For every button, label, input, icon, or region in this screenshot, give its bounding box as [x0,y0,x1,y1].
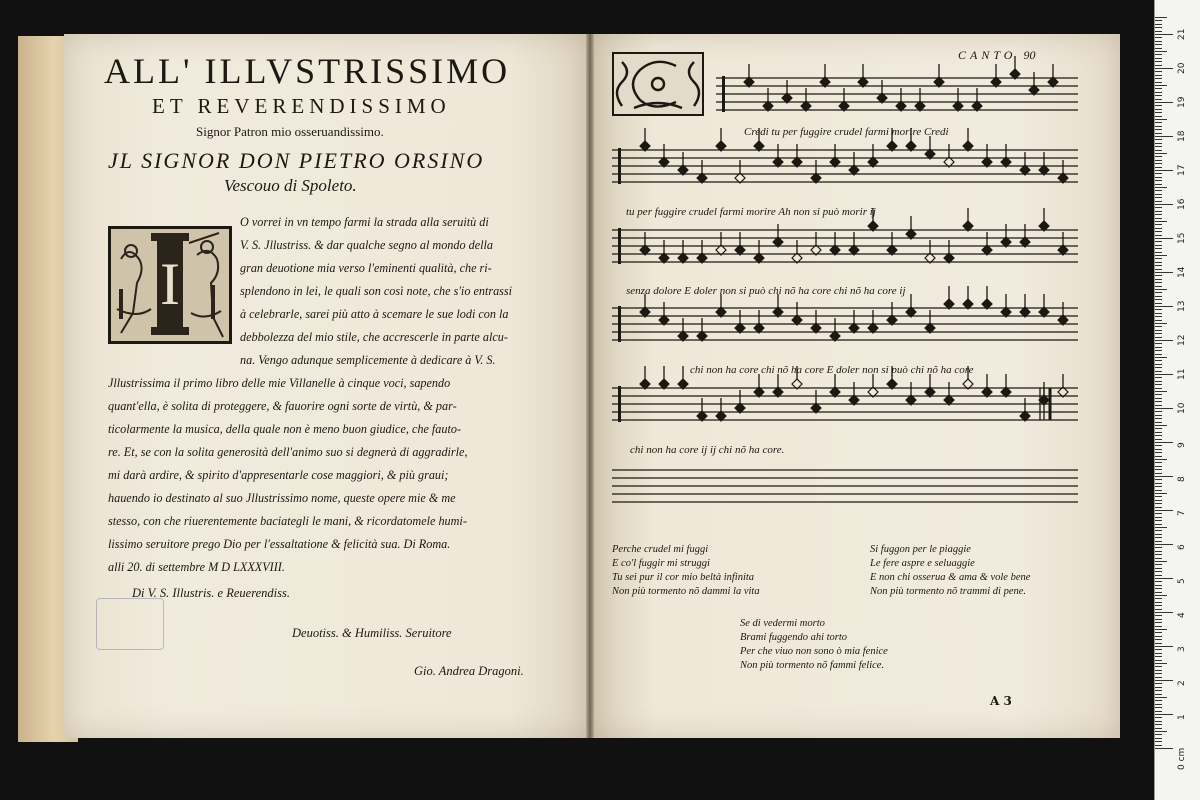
voice-name: CANTO [958,48,1017,62]
ruler-tick [1155,320,1162,321]
ruler-tick [1155,139,1162,140]
ruler-tick [1155,432,1162,433]
ruler-tick [1155,184,1162,185]
ruler-tick [1155,190,1162,191]
ruler-tick [1155,697,1167,698]
ruler-tick [1155,734,1162,735]
ruler-tick [1155,503,1162,504]
ruler-tick [1155,619,1162,620]
ruler-tick [1155,687,1162,688]
ruler-tick [1155,292,1162,293]
ruler-tick [1155,670,1162,671]
ruler-label: 16 [1177,198,1187,210]
ruler-label: 3 [1177,646,1187,652]
ruler-tick [1155,201,1162,202]
ruler-tick [1155,391,1167,392]
ruler-label: 11 [1177,368,1187,380]
ruler-tick [1155,282,1162,283]
ruler-tick [1155,626,1162,627]
ruler-tick [1155,534,1162,535]
ruler-tick [1155,537,1162,538]
ruler-tick [1155,673,1162,674]
ruler-tick [1155,231,1162,232]
body-line: à celebrarle, sarei più atto à scemare le sue lodi con la [240,307,509,321]
ruler-tick [1155,119,1167,120]
ruler-tick [1155,177,1162,178]
ruler-tick [1155,95,1162,96]
ruler-tick [1155,439,1162,440]
ruler-label: 14 [1177,266,1187,278]
lyric-line: chi non ha core ij ij chi nõ ha core. [630,444,785,456]
body-line: splendono in lei, le quali son così note, che s'io entrassi [240,284,513,298]
body-line: Jllustrissima il primo libro delle mie Villanelle à cinque voci, sapendo [108,376,451,390]
salutation: Di V. S. Illustris. e Reuerendiss. [132,586,290,600]
ruler-tick [1155,656,1162,657]
ruler-tick [1155,398,1162,399]
body-line: V. S. Jllustriss. & dar qualche segno al mondo della [240,238,493,252]
verse-line: E co'l fuggir mi struggi [612,558,710,569]
ruler-tick [1155,286,1162,287]
ruler-tick [1155,571,1162,572]
ruler-tick [1155,456,1162,457]
ruler-tick [1155,473,1162,474]
ruler-tick [1155,660,1162,661]
ruler-tick [1155,354,1162,355]
ruler-tick [1155,109,1162,110]
ruler-tick [1155,500,1162,501]
ruler-tick [1155,717,1162,718]
ruler-tick [1155,714,1173,715]
ruler-tick [1155,88,1162,89]
ruler-tick [1155,92,1162,93]
signature: Gio. Andrea Dragoni. [414,664,524,678]
ruler-tick [1155,367,1162,368]
ruler-label: 6 [1177,544,1187,550]
ruler-tick [1155,34,1173,35]
body-line: hauendo io destinato al suo Jllustrissimo nome, queste opere mie & me [108,491,456,505]
ruler-tick [1155,466,1162,467]
verse-line: Tu sei pur il cor mio beltà infinita [612,572,755,583]
ruler-tick [1155,309,1162,310]
ruler-tick [1155,748,1173,749]
body-line: O vorrei in vn tempo farmi la strada alla seruitù di [240,215,489,229]
ruler-tick [1155,156,1162,157]
verse-line: E non chi osserua & ama & vole bene [870,572,1031,583]
ruler-tick [1155,602,1162,603]
ruler-tick [1155,194,1162,195]
ruler-tick [1155,75,1162,76]
ruler-tick [1155,428,1162,429]
ruler-tick [1155,401,1162,402]
ruler-tick [1155,728,1162,729]
ruler-tick [1155,435,1162,436]
ruler-tick [1155,524,1162,525]
ruler-tick [1155,258,1162,259]
ruler-tick [1155,360,1162,361]
ruler-tick [1155,520,1162,521]
ruler-tick [1155,180,1162,181]
ruler-tick [1155,204,1173,205]
ruler-label: 2 [1177,680,1187,686]
ruler-tick [1155,163,1162,164]
ruler-tick [1155,646,1173,647]
ruler-tick [1155,252,1162,253]
ruler-label: 7 [1177,510,1187,516]
ruler-tick [1155,636,1162,637]
verse-line: Non più tormento nõ trammi di pene. [870,586,1027,597]
ruler-tick [1155,214,1162,215]
ruler-tick [1155,211,1162,212]
ruler-label: 8 [1177,476,1187,482]
ruler-tick [1155,326,1162,327]
ruler-tick [1155,265,1162,266]
ruler-tick [1155,666,1162,667]
ruler-tick [1155,71,1162,72]
ruler-tick [1155,704,1162,705]
ruler-tick [1155,622,1162,623]
dedication-title-line3: Signor Patron mio osseruandissimo. [196,124,384,139]
ruler-tick [1155,245,1162,246]
page-number: 90 [1023,48,1036,62]
ruler-tick [1155,228,1162,229]
ruler-tick [1155,663,1167,664]
lyric-line: senza dolore E doler non si può chi nõ ha core chi nõ ha core ij [626,285,906,297]
ruler-tick [1155,643,1162,644]
ruler-tick [1155,425,1167,426]
lyric-line: Credi tu per fuggire crudel farmi morire Credi [744,126,949,138]
ruler-tick [1155,299,1162,300]
ruler-tick [1155,173,1162,174]
ruler-label: 9 [1177,442,1187,448]
ruler-label: 20 [1177,62,1187,74]
ruler-tick [1155,289,1167,290]
ruler-tick [1155,452,1162,453]
ruler-tick [1155,690,1162,691]
ruler-tick [1155,272,1173,273]
ruler-tick [1155,629,1167,630]
ruler-tick [1155,445,1162,446]
body-line: alli 20. di settembre M D LXXXVIII. [108,560,285,574]
ruler-tick [1155,313,1162,314]
ruler-tick [1155,483,1162,484]
ruler-tick [1155,374,1173,375]
ruler-label: 21 [1177,28,1187,40]
ruler-tick [1155,221,1167,222]
ruler-tick [1155,442,1173,443]
ruler-tick [1155,418,1162,419]
ruler-tick [1155,711,1162,712]
ruler-label: 15 [1177,232,1187,244]
body-line: mi darà ardire, & spirito d'appresentarle cose maggiori, & più graui; [108,468,449,482]
initial-letter: I [160,251,180,317]
ruler-tick [1155,510,1173,511]
dedication-recipient-title: Vescouo di Spoleto. [224,176,357,195]
ruler-tick [1155,449,1162,450]
ruler-label: 4 [1177,612,1187,618]
ruler-tick [1155,31,1162,32]
ruler-tick [1155,738,1162,739]
ruler-tick [1155,17,1167,18]
ruler-tick [1155,411,1162,412]
ruler-tick [1155,561,1167,562]
ruler-tick [1155,415,1162,416]
ruler-tick [1155,721,1162,722]
ruler-label: 0 cm [1177,747,1187,770]
ruler-tick [1155,238,1173,239]
ruler-tick [1155,241,1162,242]
ruler-tick [1155,235,1162,236]
ruler-tick [1155,476,1173,477]
ruler-tick [1155,612,1173,613]
ruler-tick [1155,343,1162,344]
ruler-tick [1155,170,1173,171]
ruler-tick [1155,150,1162,151]
verse-line: Se di vedermi morto [740,618,825,629]
ruler-tick [1155,479,1162,480]
ruler-label: 12 [1177,334,1187,346]
ruler-tick [1155,58,1162,59]
ruler-tick [1155,61,1162,62]
ruler-tick [1155,615,1162,616]
ruler-label: 18 [1177,130,1187,142]
ruler-tick [1155,605,1162,606]
ruler-tick [1155,129,1162,130]
verse-line: Si fuggon per le piaggie [870,544,971,555]
ruler-tick [1155,364,1162,365]
ruler-tick [1155,513,1162,514]
ruler-tick [1155,609,1162,610]
clef-mark [618,386,621,422]
ruler-tick [1155,78,1162,79]
ruler-tick [1155,639,1162,640]
ruler-tick [1155,388,1162,389]
ruler-tick [1155,105,1162,106]
ruler-tick [1155,745,1162,746]
body-line: gran deuotione mia verso l'eminenti qualità, che ri- [240,261,492,275]
ruler-tick [1155,99,1162,100]
clef-mark [722,76,725,112]
ruler-tick [1155,541,1162,542]
lyric-line: chi non ha core chi nõ ha core E doler non si può chi nõ ha core [690,364,974,376]
ruler-tick [1155,632,1162,633]
ruler-label: 17 [1177,164,1187,176]
catchword: A 3 [990,694,1012,708]
ruler-tick [1155,517,1162,518]
ruler-tick [1155,544,1173,545]
ruler-tick [1155,44,1162,45]
body-line: ticolarmente la musica, della quale non è meno buon giudice, che fauto- [108,422,462,436]
ruler-tick [1155,255,1167,256]
ruler-tick [1155,269,1162,270]
ruler-tick [1155,126,1162,127]
ruler-tick [1155,143,1162,144]
ruler-tick [1155,218,1162,219]
ruler-tick [1155,275,1162,276]
ruler-tick [1155,347,1162,348]
ruler-tick [1155,700,1162,701]
body-line: re. Et, se con la solita generosità dell'animo suo si degnerà di aggradirle, [108,445,468,459]
verse-line: Perche crudel mi fuggi [612,544,709,555]
ruler-tick [1155,37,1162,38]
body-line: quant'ella, è solita di proteggere, & fauorire ogni sorte de virtù, & par- [108,399,457,413]
ruler-tick [1155,741,1162,742]
ruler-tick [1155,551,1162,552]
ruler-tick [1155,558,1162,559]
ruler-tick [1155,20,1162,21]
body-line: stesso, con che riuerentemente baciategli le mani, & ricordatomele humi- [108,514,467,528]
ruler-tick [1155,680,1173,681]
verse-line: Per che viuo non sono ò mia fenice [740,646,888,657]
body-line: lissimo seruitore prego Dio per l'essaltatione & felicità sua. Di Roma. [108,537,451,551]
ruler-tick [1155,262,1162,263]
ruler-tick [1155,585,1162,586]
ruler-tick [1155,68,1173,69]
ruler-tick [1155,371,1162,372]
ruler-tick [1155,486,1162,487]
ruler-tick [1155,279,1162,280]
ruler-tick [1155,337,1162,338]
ruler-tick [1155,85,1167,86]
ruler-tick [1155,82,1162,83]
ruler-tick [1155,381,1162,382]
ruler-tick [1155,24,1162,25]
ruler-tick [1155,575,1162,576]
ruler-tick [1155,408,1173,409]
ruler-tick [1155,224,1162,225]
body-line: na. Vengo adunque semplicemente à dedicare à V. S. [240,353,496,367]
lyric-line: tu per fuggire crudel farmi morire Ah non si può morir ij [626,206,876,218]
ruler-tick [1155,547,1162,548]
ruler-tick [1155,102,1173,103]
dedication-recipient: JL SIGNOR DON PIETRO ORSINO [108,148,485,173]
ruler-tick [1155,493,1167,494]
ruler-tick [1155,350,1162,351]
ruler-tick [1155,598,1162,599]
ruler-tick [1155,592,1162,593]
ruler-tick [1155,554,1162,555]
dedication-title-line2: ET REVERENDISSIMO [152,94,451,118]
ruler-tick [1155,316,1162,317]
ruler-tick [1155,564,1162,565]
measurement-ruler [1154,0,1200,800]
ruler-tick [1155,490,1162,491]
ruler-tick [1155,731,1167,732]
ruler-tick [1155,133,1162,134]
ruler-tick [1155,340,1173,341]
ruler-tick [1155,303,1162,304]
ruler-label: 19 [1177,96,1187,108]
ruler-label: 1 [1177,714,1187,720]
ruler-tick [1155,683,1162,684]
ruler-tick [1155,588,1162,589]
ruler-label: 5 [1177,578,1187,584]
ruler-tick [1155,677,1162,678]
dedication-title-line1: ALL' ILLVSTRISSIMO [104,51,511,91]
ruler-tick [1155,296,1162,297]
ruler-tick [1155,160,1162,161]
ruler-tick [1155,724,1162,725]
ruler-tick [1155,323,1167,324]
ruler-tick [1155,136,1173,137]
ruler-tick [1155,384,1162,385]
ruler-tick [1155,462,1162,463]
ruler-tick [1155,51,1167,52]
verse-line: Non più tormento nõ fammi felice. [740,660,885,671]
ruler-tick [1155,54,1162,55]
verse-line: Le fere aspre e seluaggie [870,558,975,569]
ruler-tick [1155,394,1162,395]
ruler-tick [1155,527,1167,528]
ruler-tick [1155,357,1167,358]
ruler-tick [1155,694,1162,695]
ruler-tick [1155,581,1162,582]
ruler-tick [1155,187,1167,188]
ruler-tick [1155,48,1162,49]
ruler-tick [1155,333,1162,334]
ruler-tick [1155,207,1162,208]
ruler-tick [1155,306,1173,307]
ruler-tick [1155,653,1162,654]
ruler-tick [1155,707,1162,708]
ruler-tick [1155,469,1162,470]
ruler-tick [1155,568,1162,569]
ruler-tick [1155,116,1162,117]
ruler-tick [1155,248,1162,249]
ruler-label: 10 [1177,402,1187,414]
ruler-tick [1155,422,1162,423]
ruler-tick [1155,405,1162,406]
ruler-tick [1155,65,1162,66]
servant-line: Deuotiss. & Humiliss. Seruitore [292,626,452,640]
clef-mark [618,228,621,264]
ruler-tick [1155,41,1162,42]
clef-mark [618,148,621,184]
ruler-tick [1155,507,1162,508]
ruler-tick [1155,146,1162,147]
ruler-tick [1155,459,1167,460]
body-line: debbolezza del mio stile, che accrescerle in parte alcu- [240,330,508,344]
ruler-tick [1155,153,1167,154]
ruler-tick [1155,330,1162,331]
ruler-tick [1155,530,1162,531]
ruler-tick [1155,167,1162,168]
ruler-tick [1155,649,1162,650]
ruler-tick [1155,27,1162,28]
ruler-tick [1155,112,1162,113]
ruler-tick [1155,377,1162,378]
ruler-tick [1155,595,1167,596]
ruler-label: 13 [1177,300,1187,312]
ruler-tick [1155,197,1162,198]
ruler-tick [1155,496,1162,497]
verse-line: Brami fuggendo ahi torto [740,632,848,643]
clef-mark [618,306,621,342]
ruler-tick [1155,578,1173,579]
ruler-tick [1155,122,1162,123]
verse-line: Non più tormento nõ dammi la vita [612,586,760,597]
